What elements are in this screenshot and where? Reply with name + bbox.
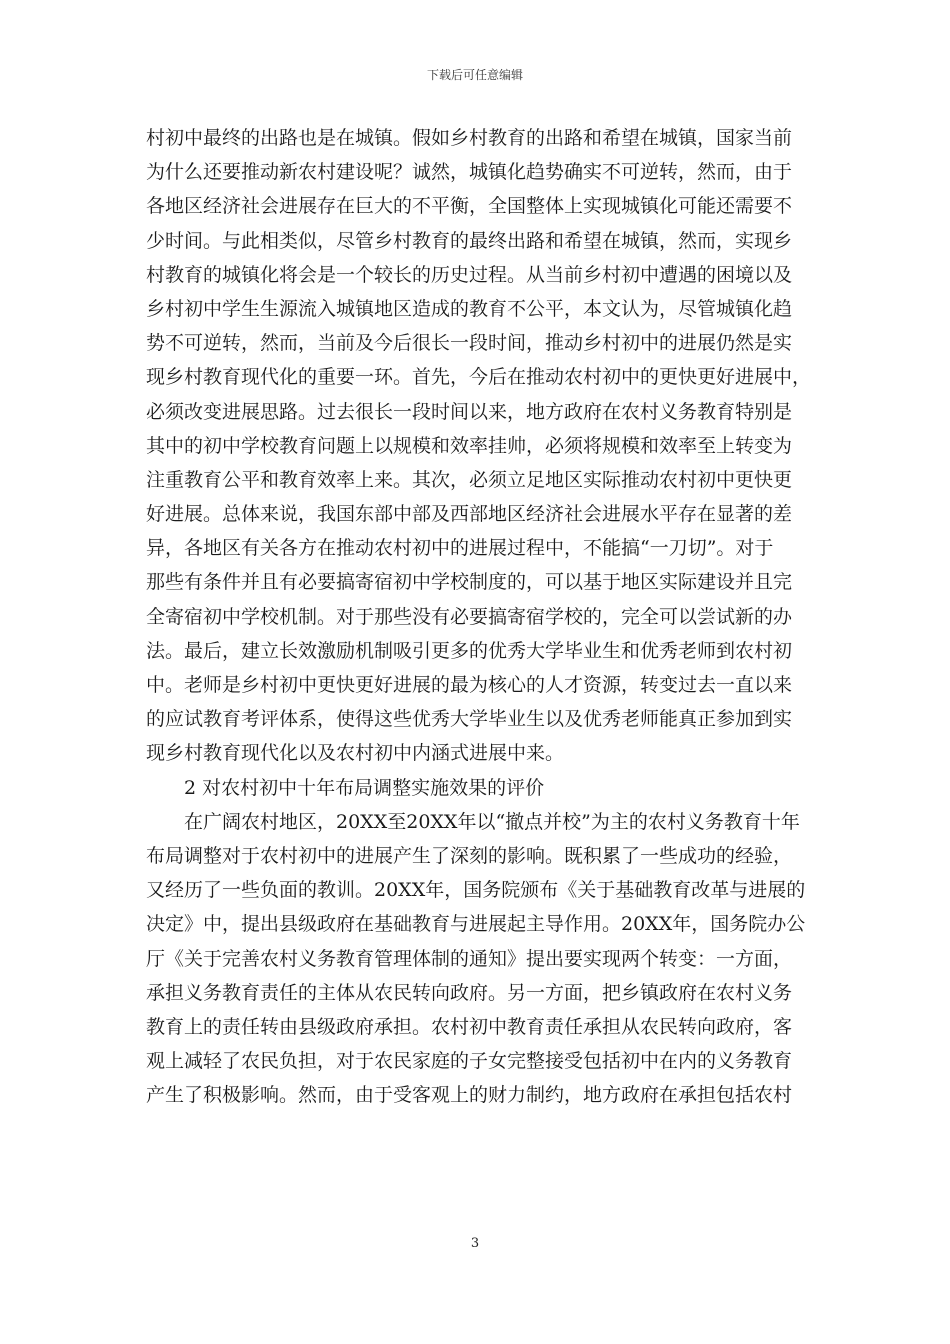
paragraph-line: 异，各地区有关各方在推动农村初中的进展过程中，不能搞“一刀切”。对于: [146, 537, 774, 560]
paragraph-line: 产生了积极影响。然而，由于受客观上的财力制约，地方政府在承担包括农村: [146, 1084, 793, 1107]
paragraph-line: 厅《关于完善农村义务教育管理体制的通知》提出要实现两个转变：一方面，: [146, 947, 793, 970]
paragraph-line: 为什么还要推动新农村建设呢？诚然，城镇化趋势确实不可逆转，然而，由于: [146, 161, 793, 184]
paragraph-line: 布局调整对于农村初中的进展产生了深刻的影响。既积累了一些成功的经验，: [146, 844, 793, 867]
paragraph-line: 现乡村教育现代化的重要一环。首先，今后在推动农村初中的更快更好进展中，: [146, 366, 812, 389]
paragraph-line: 那些有条件并且有必要搞寄宿初中学校制度的，可以基于地区实际建设并且完: [146, 571, 793, 594]
paragraph-line: 其中的初中学校教育问题上以规模和效率挂帅，必须将规模和效率至上转变为: [146, 434, 793, 457]
paragraph-line: 承担义务教育责任的主体从农民转向政府。另一方面，把乡镇政府在农村义务: [146, 981, 793, 1004]
paragraph-line: 在广阔农村地区，20XX至20XX年以“撤点并校”为主的农村义务教育十年: [184, 810, 800, 833]
paragraph-line: 观上减轻了农民负担，对于农民家庭的子女完整接受包括初中在内的义务教育: [146, 1050, 793, 1073]
paragraph-line: 势不可逆转，然而，当前及今后很长一段时间，推动乡村初中的进展仍然是实: [146, 332, 793, 355]
paragraph-line: 好进展。总体来说，我国东部中部及西部地区经济社会进展水平存在显著的差: [146, 503, 793, 526]
page-number: 3: [470, 1236, 480, 1251]
paragraph-line: 又经历了一些负面的教训。20XX年，国务院颁布《关于基础教育改革与进展的: [146, 879, 806, 902]
paragraph-line: 的应试教育考评体系，使得这些优秀大学毕业生以及优秀老师能真正参加到实: [146, 708, 793, 731]
paragraph-line: 村教育的城镇化将会是一个较长的历史过程。从当前乡村初中遭遇的困境以及: [146, 263, 793, 286]
section-heading: 2 对农村初中十年布局调整实施效果的评价: [184, 776, 545, 799]
body-text: [146, 121, 818, 1112]
paragraph-line: 村初中最终的出路也是在城镇。假如乡村教育的出路和希望在城镇，国家当前: [146, 127, 793, 149]
paragraph-line: 注重教育公平和教育效率上来。其次，必须立足地区实际推动农村初中更快更: [146, 468, 793, 491]
paragraph-line: 现乡村教育现代化以及农村初中内涵式进展中来。: [146, 742, 565, 765]
paragraph-line: 必须改变进展思路。过去很长一段时间以来，地方政府在农村义务教育特别是: [146, 400, 793, 423]
paragraph-line: 法。最后，建立长效激励机制吸引更多的优秀大学毕业生和优秀老师到农村初: [146, 639, 793, 662]
paragraph-line: 决定》中，提出县级政府在基础教育与进展起主导作用。20XX年，国务院办公: [146, 913, 806, 936]
paragraph-line: 乡村初中学生生源流入城镇地区造成的教育不公平，本文认为，尽管城镇化趋: [146, 297, 793, 320]
paragraph-line: 中。老师是乡村初中更快更好进展的最为核心的人才资源，转变过去一直以来: [146, 674, 793, 696]
header-note: 下载后可任意编辑: [426, 68, 523, 82]
paragraph-line: 少时间。与此相类似，尽管乡村教育的最终出路和希望在城镇，然而，实现乡: [146, 229, 793, 252]
paragraph-line: 全寄宿初中学校机制。对于那些没有必要搞寄宿学校的，完全可以尝试新的办: [146, 605, 793, 628]
paragraph-line: 各地区经济社会进展存在巨大的不平衡，全国整体上实现城镇化可能还需要不: [146, 195, 793, 218]
paragraph-line: 教育上的责任转由县级政府承担。农村初中教育责任承担从农民转向政府，客: [146, 1015, 793, 1038]
